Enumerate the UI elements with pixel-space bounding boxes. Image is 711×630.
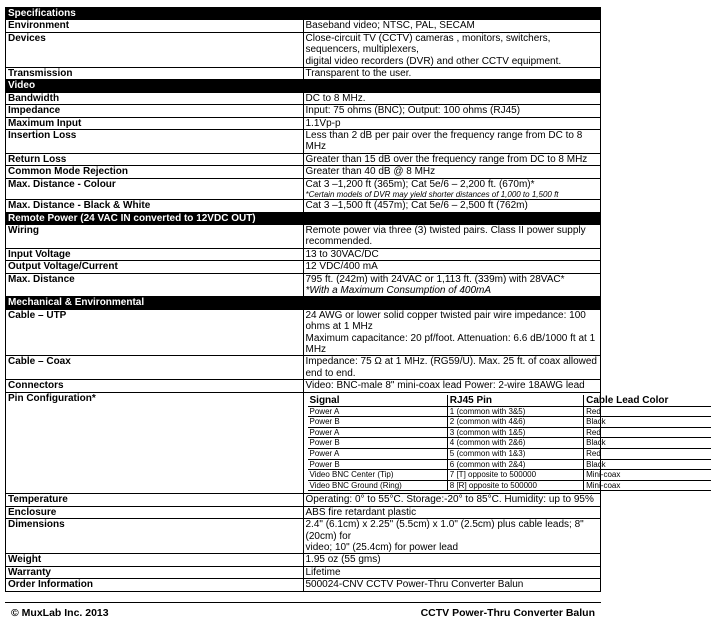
spec-value [303, 32, 601, 67]
spec-row-bandwidth [6, 92, 601, 104]
spec-row-maximum-input [6, 117, 601, 129]
pin-row [308, 448, 711, 459]
pin-row [308, 459, 711, 470]
spec-label: Input Voltage [6, 248, 304, 260]
spec-value-line: 500024-CNV CCTV Power-Thru Converter Balun [305, 579, 524, 591]
pin-cell: Red [584, 406, 711, 417]
spec-value-line: Baseband video; NTSC, PAL, SECAM [305, 20, 475, 32]
spec-label: Insertion Loss [6, 130, 304, 154]
spec-footnote: *With a Maximum Consumption of 400mA [305, 284, 492, 296]
spec-row-temperature [6, 494, 601, 506]
spec-label: Output Voltage/Current [6, 261, 304, 273]
spec-row-max-distance-black-white [6, 200, 601, 212]
spec-label: Dimensions [6, 519, 304, 554]
pin-header-row [308, 395, 711, 407]
spec-value-line: Operating: 0° to 55°C. Storage:-20° to 85°C. Humidity: up to 95% [305, 494, 594, 506]
section-header-specifications: Specifications [6, 8, 601, 20]
pin-cell: Power B [308, 459, 448, 470]
spec-value-line: 795 ft. (242m) with 24VAC or 1,113 ft. (339m) with 28VAC* [305, 273, 565, 285]
footer-product-name: CCTV Power-Thru Converter Balun [420, 607, 595, 619]
spec-row-input-voltage [6, 248, 601, 260]
spec-label: Bandwidth [6, 92, 304, 104]
pin-cell: Power B [308, 417, 448, 428]
pin-configuration-table [308, 395, 711, 492]
spec-label: Max. Distance - Black & White [6, 200, 304, 212]
spec-row-max-distance [6, 273, 601, 297]
spec-value [303, 117, 601, 129]
pin-cell: Red [584, 448, 711, 459]
spec-label: Warranty [6, 566, 304, 578]
spec-value [303, 566, 601, 578]
pin-row [308, 427, 711, 438]
section-header-row [6, 297, 601, 309]
spec-value-line: 24 AWG or lower solid copper twisted pair wire impedance: 100 ohms at 1 MHz [305, 309, 586, 333]
spec-value [303, 506, 601, 518]
pin-cell: Video BNC Ground (Ring) [308, 480, 448, 491]
spec-value-line: Greater than 40 dB @ 8 MHz [305, 166, 436, 178]
spec-label: Connectors [6, 380, 304, 392]
spec-label: Max. Distance [6, 273, 304, 297]
spec-value-line: Transparent to the user. [305, 68, 412, 80]
spec-value [303, 309, 601, 356]
spec-value-line: Cat 3 –1,200 ft (365m); Cat 5e/6 – 2,200 ft. (670m)* [305, 178, 535, 190]
spec-value [303, 130, 601, 154]
spec-label: Max. Distance - Colour [6, 178, 304, 199]
section-header-mechanical: Mechanical & Environmental [6, 297, 601, 309]
spec-table [5, 7, 669, 592]
spec-value [303, 68, 601, 80]
spec-row-enclosure [6, 506, 601, 518]
spec-value-line: Remote power via three (3) twisted pairs. Class II power supply recommended. [305, 224, 586, 248]
spec-value [303, 261, 601, 273]
spec-value-line: 1.95 oz (55 gms) [305, 554, 381, 566]
spec-value-line: digital video recorders (DVR) and other CCTV equipment. [305, 55, 562, 67]
pin-cell: 4 (common with 2&6) [447, 438, 583, 449]
page-footer [5, 602, 601, 621]
spec-value [303, 380, 601, 392]
spec-value-line: Impedance: 75 Ω at 1 MHz. (RG59/U). Max. 25 ft. of coax allowed end to end. [305, 356, 597, 379]
spec-value-line: 13 to 30VAC/DC [305, 248, 379, 260]
pin-row [308, 480, 711, 491]
spec-footnote: *Certain models of DVR may yield shorter distances of 1,000 to 1,500 ft [305, 190, 559, 200]
pin-cell: Black [584, 417, 711, 428]
pin-row [308, 406, 711, 417]
pin-row [308, 470, 711, 481]
spec-value [303, 166, 601, 178]
pin-row [308, 438, 711, 449]
section-header-remote-power: Remote Power (24 VAC IN converted to 12VDC OUT) [6, 212, 601, 224]
pin-row [308, 417, 711, 428]
spec-value-line: 12 VDC/400 mA [305, 261, 378, 273]
pin-cell: 8 [R] opposite to 500000 [447, 480, 583, 491]
pin-cell: 7 [T] opposite to 500000 [447, 470, 583, 481]
spec-value-line: 2.4" (6.1cm) x 2.25" (5.5cm) x 1.0" (2.5cm) plus cable leads; 8" (20cm) for [305, 519, 584, 542]
pin-cell: Mini-coax [584, 480, 711, 491]
spec-row-order-information [6, 579, 601, 591]
spec-value-line: ABS fire retardant plastic [305, 506, 417, 518]
spec-label: Enclosure [6, 506, 304, 518]
pin-column-header: Cable Lead Color [584, 395, 711, 407]
spec-label: Cable – UTP [6, 309, 304, 356]
spec-label: Return Loss [6, 153, 304, 165]
spec-row-devices [6, 32, 601, 67]
spec-label: Cable – Coax [6, 356, 304, 380]
pin-cell: 5 (common with 1&3) [447, 448, 583, 459]
spec-value-line: Video: BNC-male 8" mini-coax lead Power: 2-wire 18AWG lead [305, 380, 585, 392]
spec-value [303, 494, 601, 506]
spec-value [303, 92, 601, 104]
spec-value-line: Input: 75 ohms (BNC); Output: 100 ohms (RJ45) [305, 105, 521, 117]
spec-table-body [6, 8, 669, 592]
spec-value-line: DC to 8 MHz. [305, 92, 366, 104]
spec-value [303, 554, 601, 566]
pin-cell: Power A [308, 427, 448, 438]
spec-value [303, 579, 601, 591]
spec-value [303, 519, 601, 554]
spec-value-line: Cat 3 –1,500 ft (457m); Cat 5e/6 – 2,500 ft (762m) [305, 200, 528, 212]
section-header-row [6, 80, 601, 92]
pin-cell: Power A [308, 406, 448, 417]
spec-row-wiring [6, 224, 601, 248]
spec-label: Common Mode Rejection [6, 166, 304, 178]
pin-configuration-cell [303, 392, 669, 494]
pin-cell: 1 (common with 3&5) [447, 406, 583, 417]
spec-row-environment [6, 20, 601, 32]
section-header-video: Video [6, 80, 601, 92]
spec-value-line: Less than 2 dB per pair over the frequency range from DC to 8 MHz [305, 130, 583, 153]
pin-cell: Power B [308, 438, 448, 449]
spec-sheet [5, 7, 669, 592]
spec-row-cable-coax [6, 356, 601, 380]
spec-label: Order Information [6, 579, 304, 591]
spec-value [303, 178, 601, 199]
spec-row-warranty [6, 566, 601, 578]
spec-value-line: Close-circuit TV (CCTV) cameras , monitors, switchers, sequencers, multiplexers, [305, 32, 551, 56]
spec-label: Environment [6, 20, 304, 32]
spec-label: Pin Configuration* [6, 392, 304, 494]
pin-cell: 6 (common with 2&4) [447, 459, 583, 470]
spec-row-connectors [6, 380, 601, 392]
pin-cell: Red [584, 427, 711, 438]
spec-value [303, 356, 601, 380]
pin-cell: Black [584, 459, 711, 470]
spec-row-transmission [6, 68, 601, 80]
spec-row-insertion-loss [6, 130, 601, 154]
spec-row-common-mode-rejection [6, 166, 601, 178]
spec-row-dimensions [6, 519, 601, 554]
spec-row-cable-utp [6, 309, 601, 356]
spec-value [303, 153, 601, 165]
spec-label: Temperature [6, 494, 304, 506]
pin-cell: Video BNC Center (Tip) [308, 470, 448, 481]
spec-label: Impedance [6, 105, 304, 117]
section-header-row [6, 8, 601, 20]
spec-label: Maximum Input [6, 117, 304, 129]
spec-row-weight [6, 554, 601, 566]
spec-row-output-voltage-current [6, 261, 601, 273]
spec-value-line: 1.1Vp-p [305, 117, 341, 129]
pin-cell: Power A [308, 448, 448, 459]
pin-cell: 2 (common with 4&6) [447, 417, 583, 428]
spec-value-line: Greater than 15 dB over the frequency range from DC to 8 MHz [305, 153, 588, 165]
spec-row-impedance [6, 105, 601, 117]
spec-value-line: Lifetime [305, 566, 341, 578]
pin-cell: 3 (common with 1&5) [447, 427, 583, 438]
spec-value [303, 105, 601, 117]
spec-value [303, 224, 601, 248]
spec-row-max-distance-colour [6, 178, 601, 199]
spec-value [303, 200, 601, 212]
spec-label: Wiring [6, 224, 304, 248]
pin-cell: Mini-coax [584, 470, 711, 481]
pin-cell: Black [584, 438, 711, 449]
spec-value-line: Maximum capacitance: 20 pf/foot. Attenuation: 6.6 dB/1000 ft at 1 MHz [305, 332, 596, 355]
spec-label: Weight [6, 554, 304, 566]
footer-copyright: © MuxLab Inc. 2013 [11, 607, 109, 619]
spec-row-return-loss [6, 153, 601, 165]
spec-value-line: video; 10" (25.4cm) for power lead [305, 541, 459, 553]
pin-column-header: RJ45 Pin [447, 395, 583, 407]
spec-value [303, 20, 601, 32]
pin-column-header: Signal [308, 395, 448, 407]
spec-row-pin-configuration [6, 392, 601, 494]
spec-value [303, 248, 601, 260]
spec-label: Transmission [6, 68, 304, 80]
spec-label: Devices [6, 32, 304, 67]
spec-value [303, 273, 601, 297]
section-header-row [6, 212, 601, 224]
